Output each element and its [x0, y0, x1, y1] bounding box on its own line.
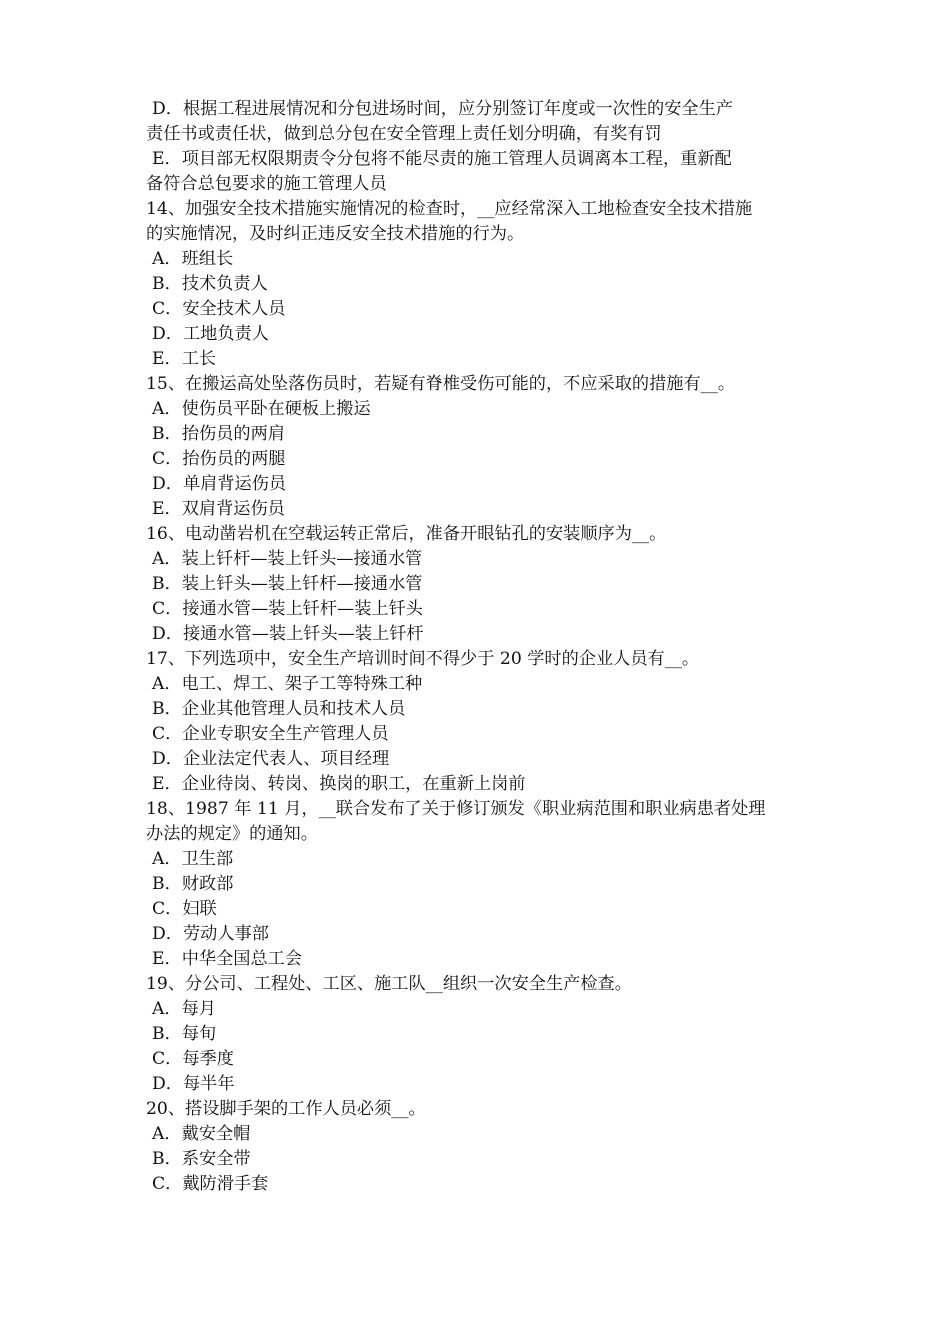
answer-option: C．企业专职安全生产管理人员: [152, 724, 389, 744]
text-line: 责任书或责任状，做到总分包在安全管理上责任划分明确，有奖有罚: [146, 124, 662, 144]
answer-option: E．项目部无权限期责令分包将不能尽责的施工管理人员调离本工程，重新配: [152, 149, 732, 169]
answer-option: E．企业待岗、转岗、换岗的职工，在重新上岗前: [152, 774, 526, 794]
answer-option: A．卫生部: [152, 849, 234, 869]
answer-option: E．中华全国总工会: [152, 949, 303, 969]
answer-option: B．企业其他管理人员和技术人员: [152, 699, 406, 719]
question-text: 18、1987 年 11 月，__联合发布了关于修订颁发《职业病范围和职业病患者处理: [146, 799, 766, 819]
question-text: 17、下列选项中，安全生产培训时间不得少于 20 学时的企业人员有__。: [146, 649, 700, 669]
answer-option: D．企业法定代表人、项目经理: [152, 749, 390, 769]
answer-option: A．电工、焊工、架子工等特殊工种: [152, 674, 423, 694]
answer-option: D．工地负责人: [152, 324, 269, 344]
answer-option: C．接通水管—装上钎杆—装上钎头: [152, 599, 423, 619]
document-page: [146, 97, 810, 1197]
answer-option: A．使伤员平卧在硬板上搬运: [152, 399, 371, 419]
answer-option: B．技术负责人: [152, 274, 268, 294]
answer-option: B．系安全带: [152, 1149, 251, 1169]
text-line: 办法的规定》的通知。: [146, 824, 318, 844]
answer-option: B．装上钎头—装上钎杆—接通水管: [152, 574, 423, 594]
answer-option: B．财政部: [152, 874, 234, 894]
answer-option: C．抬伤员的两腿: [152, 449, 286, 469]
answer-option: D．每半年: [152, 1074, 235, 1094]
question-text: 15、在搬运高处坠落伤员时，若疑有脊椎受伤可能的，不应采取的措施有__。: [146, 374, 736, 394]
question-text: 19、分公司、工程处、工区、施工队__组织一次安全生产检查。: [146, 974, 632, 994]
answer-option: D．根据工程进展情况和分包进场时间，应分别签订年度或一次性的安全生产: [152, 99, 733, 119]
answer-option: E．双肩背运伤员: [152, 499, 285, 519]
answer-option: E．工长: [152, 349, 217, 369]
text-line: 的实施情况，及时纠正违反安全技术措施的行为。: [146, 224, 525, 244]
answer-option: C．妇联: [152, 899, 217, 919]
answer-option: A．每月: [152, 999, 216, 1019]
answer-option: D．接通水管—装上钎头—装上钎杆: [152, 624, 424, 644]
text-line: 备符合总包要求的施工管理人员: [146, 174, 387, 194]
answer-option: A．班组长: [152, 249, 234, 269]
answer-option: C．安全技术人员: [152, 299, 286, 319]
answer-option: C．戴防滑手套: [152, 1174, 269, 1194]
question-text: 14、加强安全技术措施实施情况的检查时，__应经常深入工地检查安全技术措施: [146, 199, 753, 219]
question-text: 20、搭设脚手架的工作人员必须__。: [146, 1099, 426, 1119]
answer-option: B．抬伤员的两肩: [152, 424, 285, 444]
answer-option: D．劳动人事部: [152, 924, 269, 944]
answer-option: B．每旬: [152, 1024, 217, 1044]
answer-option: A．装上钎杆—装上钎头—接通水管: [152, 549, 423, 569]
answer-option: C．每季度: [152, 1049, 234, 1069]
answer-option: D．单肩背运伤员: [152, 474, 287, 494]
question-text: 16、电动凿岩机在空载运转正常后，准备开眼钻孔的安装顺序为__。: [146, 524, 667, 544]
answer-option: A．戴安全帽: [152, 1124, 251, 1144]
